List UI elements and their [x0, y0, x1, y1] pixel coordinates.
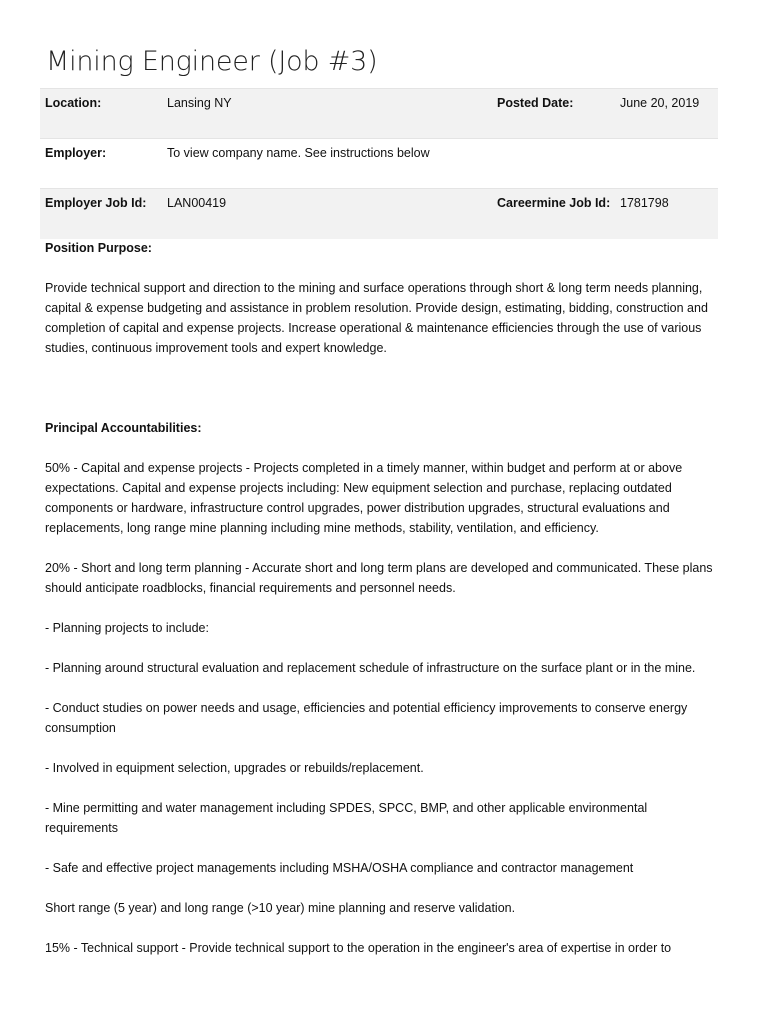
employer-value: To view company name. See instructions below: [167, 146, 430, 160]
paragraph: 50% - Capital and expense projects - Projects completed in a timely manner, within budget and perform at or above expectations. Capital and expense projects including: New equipment selection and purchase, replacing outdated components or hardware, infrastructure control upgrades, power distribution upgrades, structural evaluations and replacements, long range mine planning including mine methods, stability, ventilation, and efficiency.: [45, 461, 683, 535]
job-description: [45, 238, 721, 978]
posted-date-label: Posted Date:: [497, 96, 574, 110]
principal-accountabilities-heading: Principal Accountabilities:: [45, 421, 202, 435]
careermine-job-id-value: 1781798: [620, 196, 669, 210]
employer-job-id-label: Employer Job Id:: [45, 196, 147, 210]
section-spacer: [45, 378, 721, 418]
location-label: Location:: [45, 96, 102, 110]
paragraph: - Safe and effective project managements including MSHA/OSHA compliance and contractor management: [45, 861, 634, 875]
position-purpose-text: Provide technical support and direction to the mining and surface operations through short & long term needs planning, capital & expense budgeting and assistance in problem resolution. Provide design, estimating, bidding, construction and completion of capital and expense projects. Increase operational & maintenance efficiencies through the use of various studies, continuous improvement tools and expert knowledge.: [45, 281, 708, 355]
paragraph: - Conduct studies on power needs and usage, efficiencies and potential efficiency improvements to conserve energy consumption: [45, 701, 688, 735]
paragraph: 15% - Technical support - Provide technical support to the operation in the engineer's area of expertise in order to: [45, 941, 672, 955]
paragraph: - Planning projects to include:: [45, 621, 209, 635]
page-title: Mining Engineer (Job #3): [46, 46, 378, 77]
paragraph: Short range (5 year) and long range (>10 year) mine planning and reserve validation.: [45, 901, 516, 915]
job-info-table: [40, 88, 718, 239]
careermine-job-id-label: Careermine Job Id:: [497, 196, 611, 210]
paragraph: - Planning around structural evaluation and replacement schedule of infrastructure on the surface plant or in the mine.: [45, 661, 696, 675]
info-row-location: [40, 89, 718, 139]
employer-label: Employer:: [45, 146, 107, 160]
info-row-employer: [40, 139, 718, 189]
paragraph: - Involved in equipment selection, upgrades or rebuilds/replacement.: [45, 761, 424, 775]
posted-date-value: June 20, 2019: [620, 96, 700, 110]
paragraph: - Mine permitting and water management including SPDES, SPCC, BMP, and other applicable environmental requirements: [45, 801, 648, 835]
employer-job-id-value: LAN00419: [167, 196, 227, 210]
paragraph: 20% - Short and long term planning - Accurate short and long term plans are developed and communicated. These plans should anticipate roadblocks, financial requirements and personnel needs.: [45, 561, 713, 595]
position-purpose-heading: Position Purpose:: [45, 241, 152, 255]
info-row-job-ids: [40, 189, 718, 239]
location-value: Lansing NY: [167, 96, 232, 110]
